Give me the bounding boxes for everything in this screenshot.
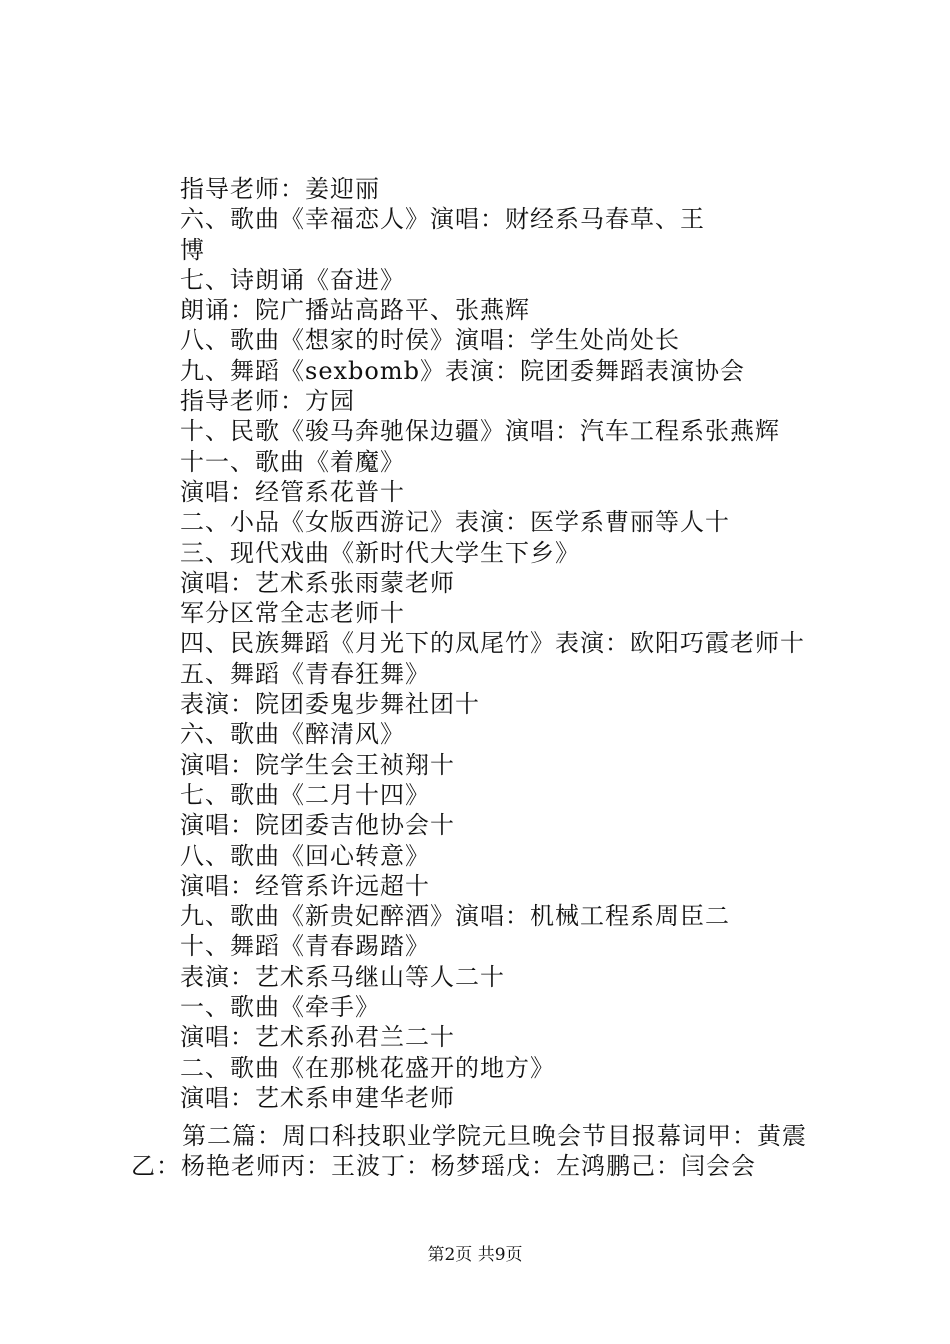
program-line: 演唱：艺术系孙君兰二十	[180, 1023, 455, 1052]
program-line: 演唱：艺术系申建华老师	[180, 1083, 455, 1112]
program-line: 演唱：院学生会王祯翔十	[180, 750, 455, 779]
program-line: 十一、歌曲《着魔》	[180, 447, 405, 476]
program-line: 指导老师：方园	[180, 387, 355, 416]
program-line: 二、小品《女版西游记》表演：医学系曹丽等人十	[180, 508, 730, 537]
program-line: 七、歌曲《二月十四》	[180, 780, 430, 809]
program-line: 八、歌曲《想家的时侯》演唱：学生处尚处长	[180, 326, 680, 355]
program-line: 二、歌曲《在那桃花盛开的地方》	[180, 1053, 555, 1082]
program-line: 九、舞蹈《sexbomb》表演：院团委舞蹈表演协会	[180, 356, 745, 385]
program-list	[180, 174, 840, 1113]
program-line: 演唱：经管系许远超十	[180, 871, 430, 900]
section-heading	[131, 1121, 851, 1182]
program-line: 十、舞蹈《青春踢踏》	[180, 932, 430, 961]
program-line: 演唱：院团委吉他协会十	[180, 811, 455, 840]
program-line: 七、诗朗诵《奋进》	[180, 265, 405, 294]
program-line: 六、歌曲《幸福恋人》演唱：财经系马春草、王	[180, 205, 705, 234]
program-line: 表演：艺术系马继山等人二十	[180, 962, 505, 991]
program-line: 朗诵：院广播站高路平、张燕辉	[180, 296, 530, 325]
program-line: 军分区常全志老师十	[180, 599, 405, 628]
program-line: 十、民歌《骏马奔驰保边疆》演唱：汽车工程系张燕辉	[180, 417, 780, 446]
program-line: 四、民族舞蹈《月光下的凤尾竹》表演：欧阳巧霞老师十	[180, 629, 805, 658]
program-line: 演唱：艺术系张雨蒙老师	[180, 568, 455, 597]
program-line: 指导老师：姜迎丽	[180, 175, 380, 203]
program-line: 三、现代戏曲《新时代大学生下乡》	[180, 538, 580, 567]
program-line: 六、歌曲《醉清风》	[180, 720, 405, 749]
section-host-line: 乙：杨艳老师丙：王波丁：杨梦瑶戊：左鸿鹏己：闫会会	[131, 1152, 756, 1181]
program-line: 八、歌曲《回心转意》	[180, 841, 430, 870]
program-line: 五、舞蹈《青春狂舞》	[180, 659, 430, 688]
program-line: 九、歌曲《新贵妃醉酒》演唱：机械工程系周臣二	[180, 902, 730, 931]
page-footer	[0, 1243, 950, 1267]
page-number: 第2页 共9页	[427, 1245, 523, 1265]
program-line: 博	[180, 235, 205, 264]
program-line: 一、歌曲《牵手》	[180, 993, 380, 1022]
program-line: 演唱：经管系花普十	[180, 477, 405, 506]
program-line: 表演：院团委鬼步舞社团十	[180, 690, 480, 719]
section-title-line: 第二篇：周口科技职业学院元旦晚会节目报幕词甲：黄震	[182, 1122, 807, 1150]
